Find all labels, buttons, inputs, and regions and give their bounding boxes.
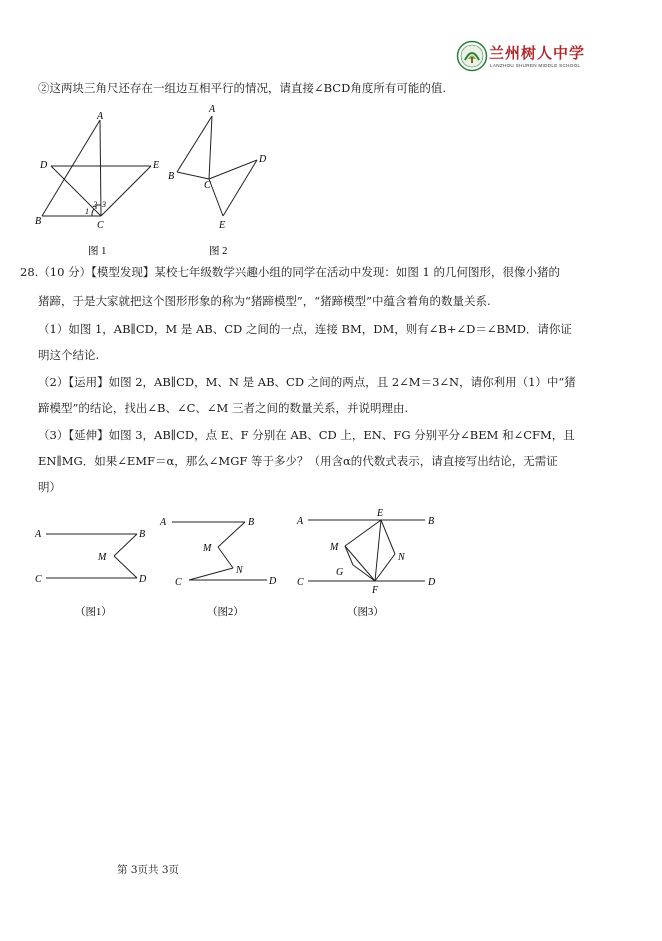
q28-line-9: 明） <box>38 480 61 494</box>
q27f2-label-e: E <box>219 220 226 231</box>
q28f2-label-m: M <box>203 543 212 554</box>
q27f1-label-1: 1 <box>85 207 89 216</box>
q28f2-caption: （图2） <box>207 607 244 618</box>
q27f2-edge-ac <box>209 116 212 179</box>
q27f2-label-c: C <box>204 180 211 191</box>
q27f2-label-d: D <box>259 154 267 165</box>
school-emblem-icon <box>456 40 488 72</box>
q28f3-label-b: B <box>428 516 435 527</box>
q28-line-2: 猪蹄，于是大家就把这个图形形象的称为“猪蹄模型”，“猪蹄模型”中蕴含着角的数量关系. <box>38 294 491 308</box>
q27f1-angle-arc <box>92 209 94 216</box>
q28f2-label-b: B <box>248 517 255 528</box>
q28f3-segment-em <box>345 520 381 546</box>
school-name-en: LANZHOU SHUREN MIDDLE SCHOOL <box>490 63 581 68</box>
q27f1-caption: 图 1 <box>88 246 107 257</box>
q27f2-caption: 图 2 <box>209 246 228 257</box>
q28f3-label-m: M <box>330 542 339 553</box>
q28-line-3: （1）如图 1，AB∥CD，M 是 AB、CD 之间的一点，连接 BM，DM，则有∠B+∠D＝∠BMD．请你证 <box>38 322 572 336</box>
q28f3-segment-en <box>381 520 395 554</box>
q27f1-label-c: C <box>97 220 104 231</box>
q27f1-label-e: E <box>153 160 160 171</box>
q28f3-label-e: E <box>377 508 384 519</box>
q27f2-edge-bc <box>177 172 209 179</box>
q28f3-label-n: N <box>398 552 405 563</box>
q28-figure-1 <box>30 516 160 626</box>
school-name: 兰州树人中学 <box>489 44 586 62</box>
q28f1-label-a: A <box>35 529 42 540</box>
q28-figure-3 <box>292 504 452 626</box>
q27f1-edge-ab <box>42 120 100 216</box>
q27f2-edge-ce <box>209 179 223 216</box>
q28f2-segment-nc <box>189 568 233 580</box>
q27f2-edge-ab <box>177 116 212 172</box>
q27-part2-text: ②这两块三角尺还存在一组边互相平行的情况，请直接∠BCD角度所有可能的值. <box>38 81 446 95</box>
q28-figure-2 <box>155 510 285 626</box>
q27f1-edge-ac <box>100 120 101 216</box>
q27f1-label-2: 2 <box>93 200 97 209</box>
q28-line-6: 蹄模型”的结论，找出∠B、∠C、∠M 三者之间的数量关系，并说明理由. <box>38 401 409 415</box>
q28f1-label-d: D <box>139 574 147 585</box>
q28-line-5: （2）【运用】如图 2，AB∥CD，M、N 是 AB、CD 之间的两点，且 2∠M＝3∠N，请你利用（1）中“猪 <box>38 375 576 389</box>
q27-figure-2 <box>165 100 275 260</box>
q28f1-label-m: M <box>98 552 107 563</box>
q27-figure-1 <box>30 110 170 260</box>
q28-line-8: EN∥MG．如果∠EMF＝α，那么∠MGF 等于多少？（用含α的代数式表示，请直接写出结论，无需证 <box>38 454 558 468</box>
q28f3-label-a: A <box>297 516 304 527</box>
q27f1-label-d: D <box>40 160 48 171</box>
q28f3-label-g: G <box>336 567 344 578</box>
q28f1-label-b: B <box>139 529 146 540</box>
q28f2-label-c: C <box>175 577 182 588</box>
q28f3-segment-mg <box>345 546 353 565</box>
school-logo <box>456 40 584 76</box>
q28f3-segment-mf <box>345 546 375 581</box>
q28f2-label-d: D <box>269 576 277 587</box>
q28f1-caption: （图1） <box>75 607 112 618</box>
q28f3-caption: （图3） <box>347 607 384 618</box>
q28f3-label-c: C <box>297 577 304 588</box>
q28f3-segment-ef <box>375 520 381 581</box>
q27f1-edge-ec <box>101 166 151 216</box>
q28-line-4: 明这个结论. <box>38 348 100 362</box>
q28f3-label-d: D <box>428 577 436 588</box>
q28f1-label-c: C <box>35 574 42 585</box>
q28f3-segment-nf <box>375 554 395 581</box>
q28-line-1: 28.（10 分）【模型发现】某校七年级数学兴趣小组的同学在活动中发现：如图 1 的几何图形，很像小猪的 <box>20 265 560 279</box>
q27f2-edge-de <box>223 160 257 216</box>
page-number: 第 3页共 3页 <box>117 864 180 876</box>
q27f1-label-b: B <box>35 216 42 227</box>
q27f2-edge-cd <box>209 160 257 179</box>
q28f1-segment-bm <box>114 534 137 556</box>
q27f1-label-3: 3 <box>102 200 106 209</box>
q28f2-segment-mn <box>218 547 233 568</box>
q28f2-label-a: A <box>160 517 167 528</box>
q28f2-segment-bm <box>218 522 245 547</box>
q28f1-segment-md <box>114 556 137 578</box>
q27f1-label-a: A <box>97 111 104 122</box>
q28-line-7: （3）【延伸】如图 3，AB∥CD，点 E、F 分别在 AB、CD 上，EN、FG 分别平分∠BEM 和∠CFM，且 <box>38 428 575 442</box>
q28f2-label-n: N <box>236 565 243 576</box>
q27f2-label-b: B <box>168 171 175 182</box>
q28f3-label-f: F <box>372 585 379 596</box>
q27f2-label-a: A <box>209 104 216 115</box>
